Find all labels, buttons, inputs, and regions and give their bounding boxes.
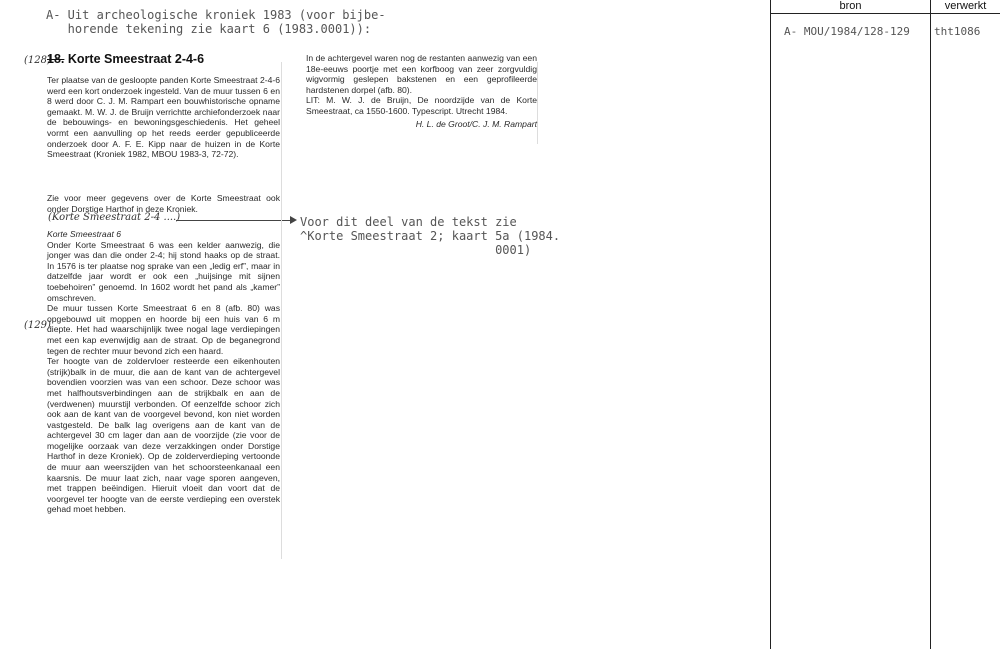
section-number: 18. <box>47 52 65 66</box>
table-border-middle <box>930 0 931 649</box>
arrow-right-icon <box>290 216 297 224</box>
typed-reference-note: Voor dit deel van de tekst zie ^Korte Smeestraat 2; kaart 5a (1984. 0001) <box>300 215 561 257</box>
source-table <box>770 0 1000 649</box>
header-bron: bron <box>839 0 862 12</box>
cell-verwerkt: tht1086 <box>934 25 981 38</box>
arrow-line <box>176 220 294 221</box>
paragraph-intro: Ter plaatse van de gesloopte panden Korte Smeestraat 2-4-6 werd een kort onderzoek ingesteld. Van de muur tussen 6 en 8 werd door C. J. M. Rampart een bouwhistorische opname gemaakt. M. W. J. de Bruijn verrichtte archiefonderzoek naar de bebouwings- en bewoningsgeschiedenis. Het geheel vormt een aanvulling op het reeds eerder gepubliceerde onderzoek door A. F. E. Kipp naar de huizen in de Korte Smeestraat (Kroniek 1982, MBOU 1983-3, 72-72). <box>47 75 280 160</box>
paragraph-beam: Ter hoogte van de zoldervloer resteerde een eikenhouten (strijk)balk in de muur, die aan de kant van de achtergevel bovendien voorzien was van een schoor. Deze schoor was met halfhoutsverbindingen aan de strijkbalk en aan de (verdwenen) muurstijl verbonden. Of eenzelfde schoor zich ook aan de kant van de voorgevel bevond, kon niet worden vastgesteld. De balk lag overigens aan de kant van de achtergevel 30 cm lager dan aan de voorzijde (zie voor de mogelijke oorzaak van deze verzakkingen onder Dorstige Harthof in deze Kroniek). Op de zolderverdieping vertoonde de muur aan weerszijden van het schoorsteenkanaal een kaarsnis. De muur laat zich, naar vage sporen aangeven, met trappen beëindigen. Hieruit vloeit dan voort dat de voorgevel ter hoogte van de eerste verdieping een overstek gehad moet hebben. <box>47 356 280 515</box>
cell-bron: A- MOU/1984/128-129 <box>784 25 910 38</box>
header-verwerkt: verwerkt <box>944 0 987 12</box>
paragraph-wall: De muur tussen Korte Smeestraat 6 en 8 (afb. 80) was opgebouwd uit moppen en hoorde bij een huis van 6 m diepte. Het had waarschijnlijk twee nogal lage verdiepingen met een kap evenwijdig aan de straat. Op de beganegrond tegen de rechter muur bevond zich een haard. <box>47 303 280 356</box>
paragraph-rear-facade: In de achtergevel waren nog de restanten aanwezig van een 18e-eeuws poortje met een korfboog van zeer zorgvuldig wigvormig geslepen bakstenen en een geprofileerde hardstenen dorpel (afb. 80). LIT: M. W. J. de Bruijn, De noordzijde van de Korte Smeestraat, ca 1550-1600. Typescript. Utrecht 1984. <box>306 53 537 116</box>
section-title: Korte Smeestraat 2-4-6 <box>67 52 205 66</box>
margin-mark-128: (128) <box>24 55 51 66</box>
column-divider-left <box>281 62 282 559</box>
subheading: Korte Smeestraat 6 <box>47 229 122 239</box>
header-note: A- Uit archeologische kroniek 1983 (voor bijbe- horende tekening zie kaart 6 (1983.0001)): <box>46 8 386 36</box>
section-heading <box>47 52 204 66</box>
table-header-rule <box>770 13 1000 14</box>
column-left-body <box>47 229 280 515</box>
paragraph-see-also: Zie voor meer gegevens over de Korte Smeestraat ook onder Dorstige Harthof in deze Kroniek. <box>47 193 280 214</box>
margin-mark-129: (129) <box>24 320 51 331</box>
column-right <box>306 53 537 129</box>
table-border-left <box>770 0 771 649</box>
paragraph-cellar: Onder Korte Smeestraat 6 was een kelder aanwezig, die jonger was dan die onder 2-4; hij stond haaks op de straat. In 1576 is ter plaatse nog sprake van een „ledig erf”, maar in datzelfde jaar wordt er ook een „huijsinge mit sijnen toebehoiren” genoemd. In 1602 wordt het pand als „kamer” omschreven. <box>47 239 280 303</box>
author-line: H. L. de Groot/C. J. M. Rampart <box>415 118 537 129</box>
handwritten-reference: (Korte Smeestraat 2-4 ....) <box>48 212 181 223</box>
column-divider-right <box>537 62 538 144</box>
